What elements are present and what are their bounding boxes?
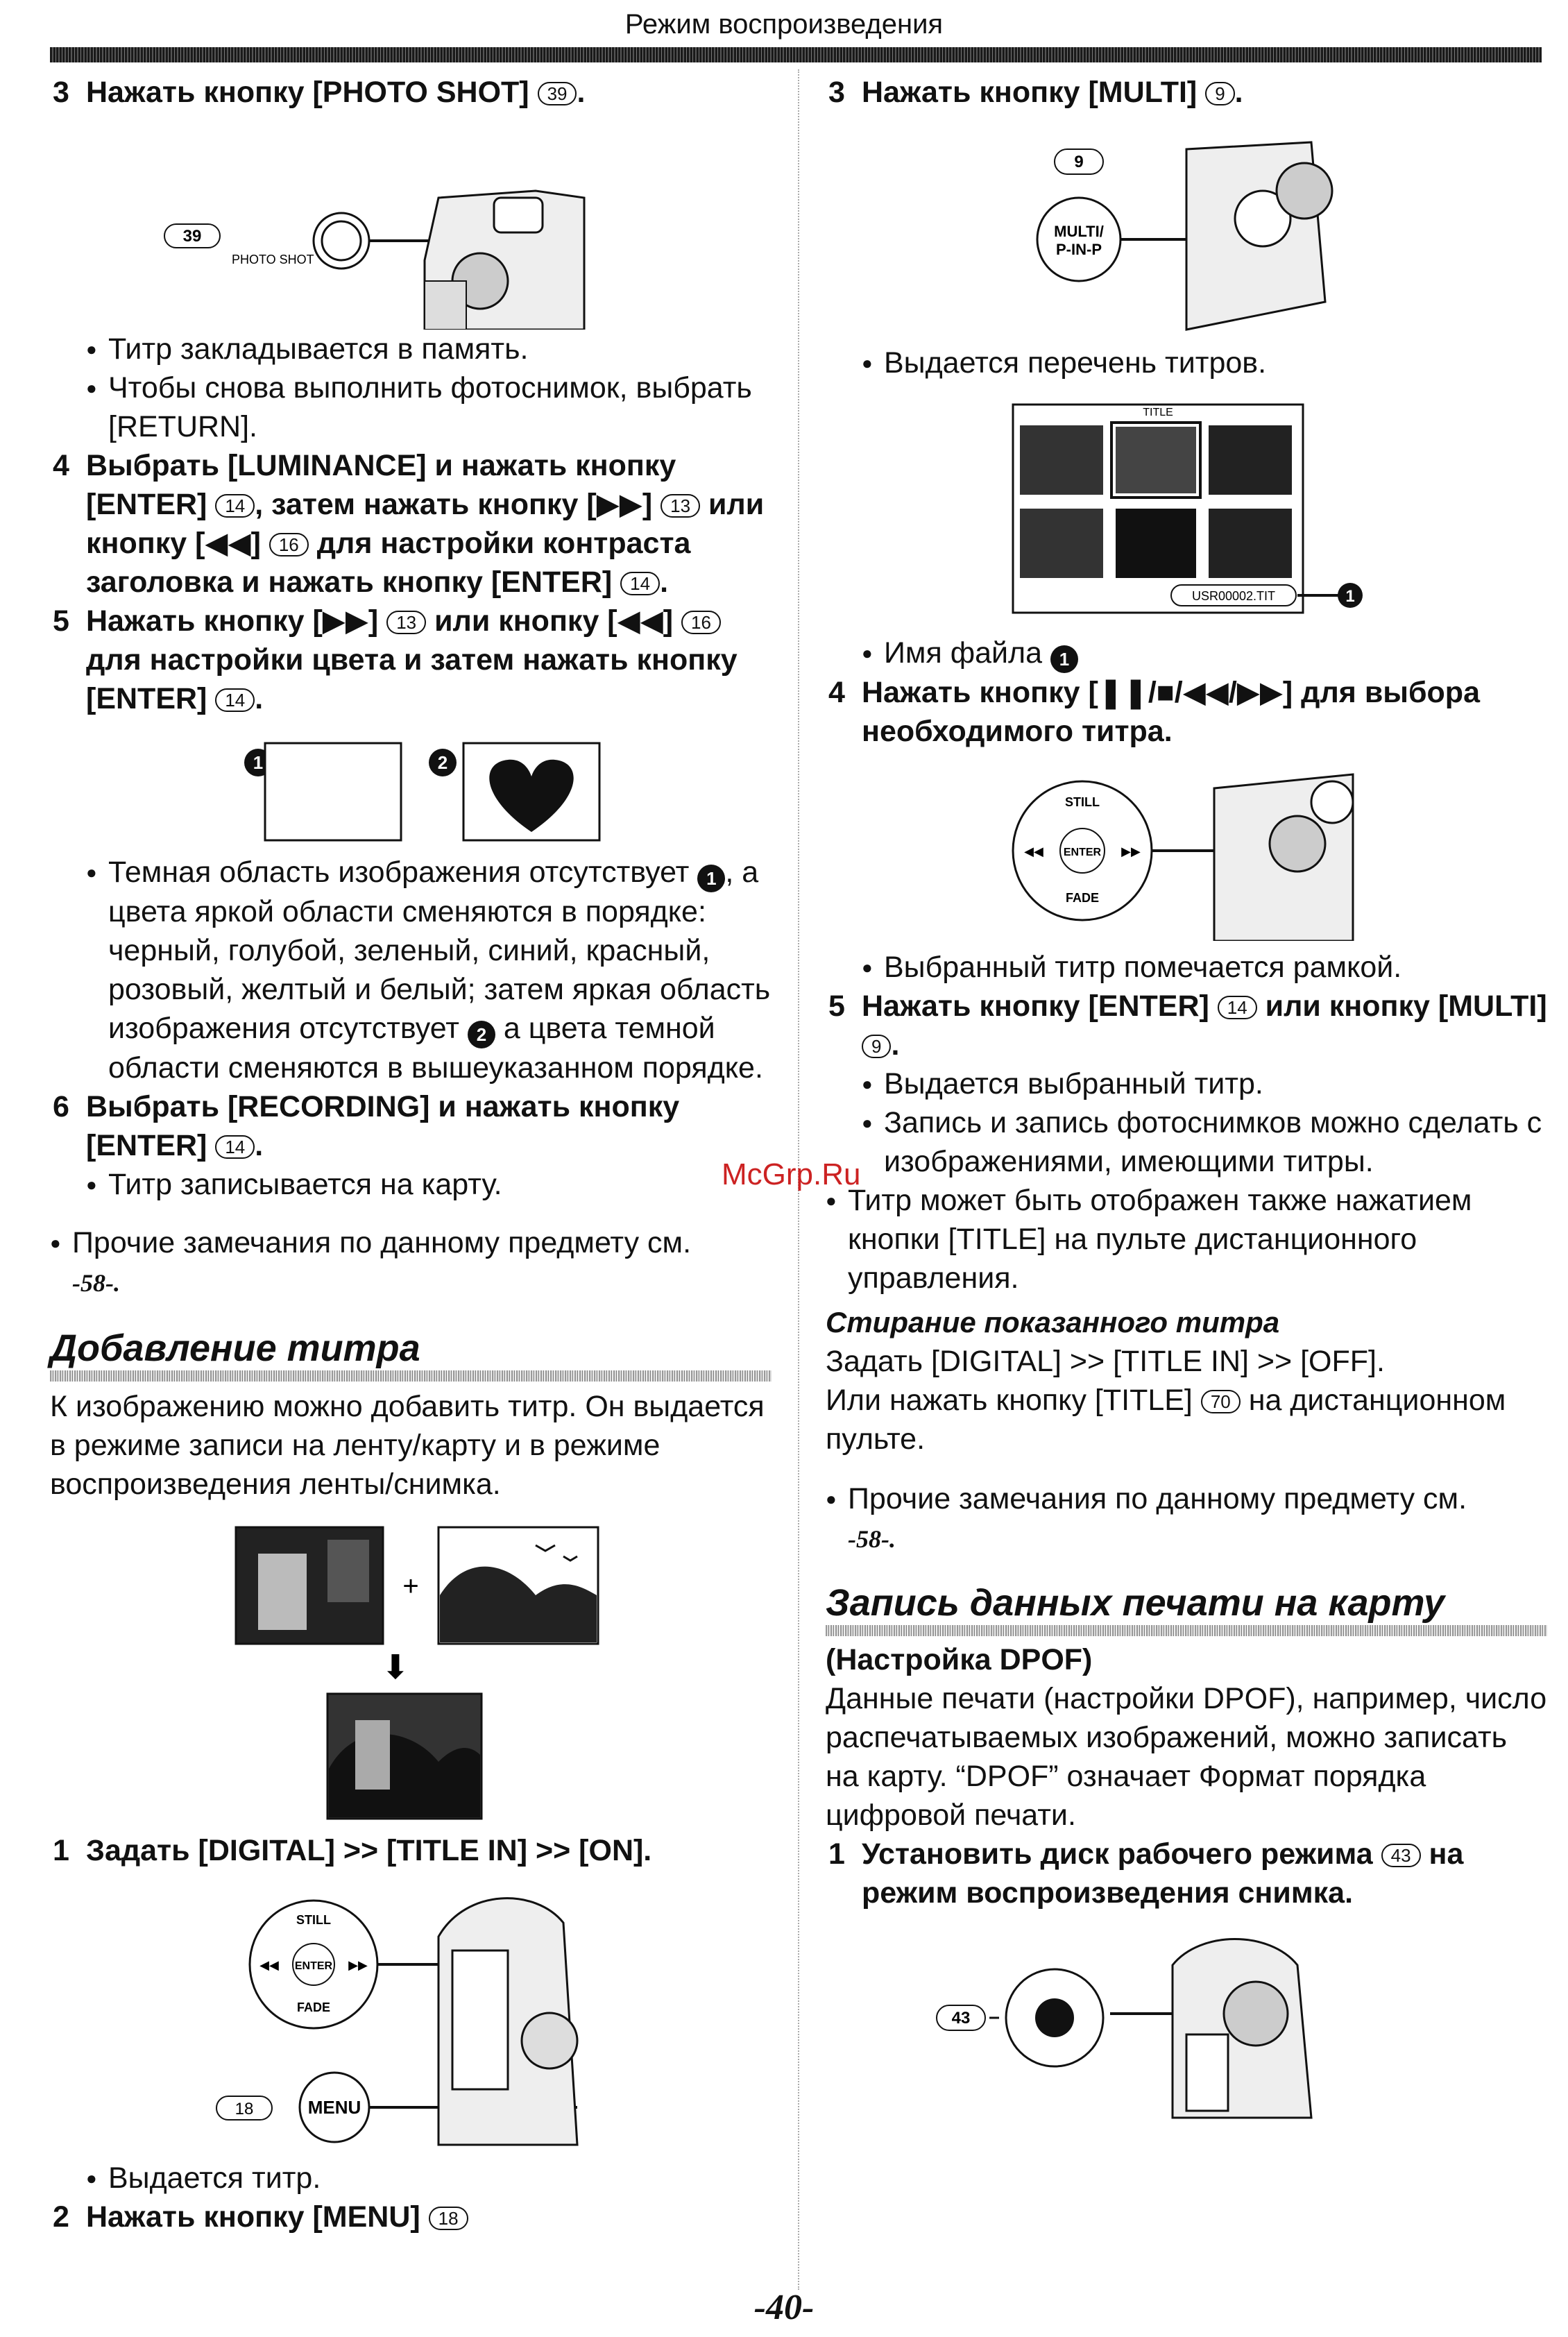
bullet-selected-shown: ● Выдается выбранный титр. [862,1064,1547,1103]
bullet-file-name: ● Имя файла 1 [862,634,1547,673]
step-3-multi: 3 Нажать кнопку [MULTI] 9 . [828,76,1243,109]
svg-text:ENTER: ENTER [1063,847,1102,858]
multi-figure [826,121,1547,343]
multi-badge: 9 [1074,153,1084,171]
menu-figure [50,1881,772,2159]
section-rule [50,1370,772,1382]
svg-text:MULTI/: MULTI/ [1054,223,1104,240]
marker-2: 2 [437,752,448,773]
svg-text:TITLE: TITLE [1143,407,1173,418]
photo-shot-badge: 39 [182,227,202,246]
intro-text: К изображению можно добавить титр. Он выдается в режиме записи на ленту/карту и в режиме воспроизведения ленты/снимка. [50,1390,765,1501]
bullet-other-notes-right: ● Прочие замечания по данному предмету см. -58-. [826,1479,1547,1557]
joystick-figure [826,760,1547,941]
svg-text:▶▶: ▶▶ [1121,844,1141,858]
svg-text:MENU: MENU [307,2097,361,2118]
menu-badge: 18 [235,2100,254,2118]
svg-text:◀◀: ◀◀ [259,1958,279,1972]
photo-shot-figure [50,121,772,330]
step-1-title-in-on: 1 Задать [DIGITAL] >> [TITLE IN] >> [ON]. [53,1834,652,1867]
page-ref: -58-. [848,1525,896,1553]
bullet-title-shown: ● Выдается титр. [86,2159,772,2198]
file-name-label: USR00002.TIT [1191,589,1276,603]
erase-line-1: Задать [DIGITAL] >> [TITLE IN] >> [OFF]. [826,1345,1385,1378]
right-column [826,73,1547,2132]
compose-figure [50,1512,772,1824]
section-rule [826,1625,1547,1636]
left-column [50,73,772,2236]
mode-dial-badge: 43 [951,2009,971,2028]
step-5-enter: 5 Нажать кнопку [ENTER] 14 или кнопку [MULTI] 9 . [828,989,1547,1062]
watermark: McGrp.Ru [722,1157,861,1191]
svg-text:◀◀: ◀◀ [1024,844,1043,858]
svg-text:FADE: FADE [1065,891,1100,905]
bullet-record-with-titles: ● Запись и запись фотоснимков можно сделать с изображениями, имеющими титры. [862,1103,1547,1181]
marker-1: 1 [253,752,264,773]
bullet-dark-area: ● Темная область изображения отсутствует 1 , а цвета яркой области сменяются в порядке: черный, голубой, зеленый, синий, красный, розовый, желтый и белый; затем яркая область изображения отсутствует 2 а цвета темной области сменяются в вышеуказанном порядке. [86,853,772,1087]
white-frame [265,743,401,840]
bullet-title-list: ● Выдается перечень титров. [862,343,1547,382]
mode-dial-figure [826,1923,1547,2132]
title-list-figure [826,391,1547,634]
plus-sign: + [402,1571,419,1601]
step-3-photo-shot: 3 Нажать кнопку [PHOTO SHOT] 39 . [53,76,586,109]
step-1-mode-dial: 1 Установить диск рабочего режима 43 на режим воспроизведения снимка. [828,1837,1464,1910]
bullet-title-memory: ● Титр закладывается в память. [86,330,772,368]
step-5-color: 5 Нажать кнопку [▶▶] 13 или кнопку [◀◀] 16 для настройки цвета и затем нажать кнопку [ENTER] 14 . [53,604,738,715]
page-ref: -58-. [72,1269,120,1297]
svg-text:▶▶: ▶▶ [348,1958,368,1972]
section-title-add-title: Добавление титра [50,1327,420,1369]
section-title-print-data: Запись данных печати на карту [826,1582,1445,1624]
bullet-other-notes: ● Прочие замечания по данному предмету см. -58-. [50,1223,772,1301]
page-number: -40- [753,2288,815,2327]
subheading-erase: Стирание показанного титра [826,1306,1280,1339]
contrast-figure [50,735,772,853]
svg-text:P-IN-P: P-IN-P [1056,241,1102,258]
photo-shot-label: PHOTO SHOT [232,253,314,266]
svg-text:1: 1 [1345,587,1355,606]
down-arrow-icon: ⬇ [381,1649,410,1686]
bullet-frame-mark: ● Выбранный титр помечается рамкой. [862,948,1547,987]
svg-text:FADE: FADE [296,2000,331,2014]
step-4-luminance: 4 Выбрать [LUMINANCE] и нажать кнопку [ENTER] 14 , затем нажать кнопку [▶▶] 13 или кнопку [◀◀] 16 для настройки контраста заголовка и нажать кнопку [ENTER] 14 . [53,449,765,599]
step-2-menu: 2 Нажать кнопку [MENU] 18 [50,2198,772,2236]
svg-text:STILL: STILL [296,1913,331,1927]
step-4-select-title: 4 Нажать кнопку [❚❚/■/◀◀/▶▶] для выбора необходимого титра. [828,676,1480,748]
dpof-heading: (Настройка DPOF) [826,1643,1093,1676]
page-header: Режим воспроизведения [624,9,944,40]
svg-text:STILL: STILL [1065,795,1100,809]
dpof-text: Данные печати (настройки DPOF), например, число распечатываемых изображений, можно записать на карту. “DPOF” означает Формат порядка цифровой печати. [826,1682,1547,1832]
bullet-remote-title: ● Титр может быть отображен также нажатием кнопки [TITLE] на пульте дистанционного управления. [826,1181,1547,1298]
erase-line-2: Или нажать кнопку [TITLE] 70 на дистанционном пульте. [826,1384,1506,1456]
bullet-return: ● Чтобы снова выполнить фотоснимок, выбрать [RETURN]. [86,368,772,446]
header-bar [50,47,1542,62]
step-6-recording: 6 Выбрать [RECORDING] и нажать кнопку [ENTER] 14 . [53,1090,680,1162]
bullet-written-to-card: ● Титр записывается на карту. [86,1165,772,1204]
svg-text:ENTER: ENTER [294,1960,333,1972]
